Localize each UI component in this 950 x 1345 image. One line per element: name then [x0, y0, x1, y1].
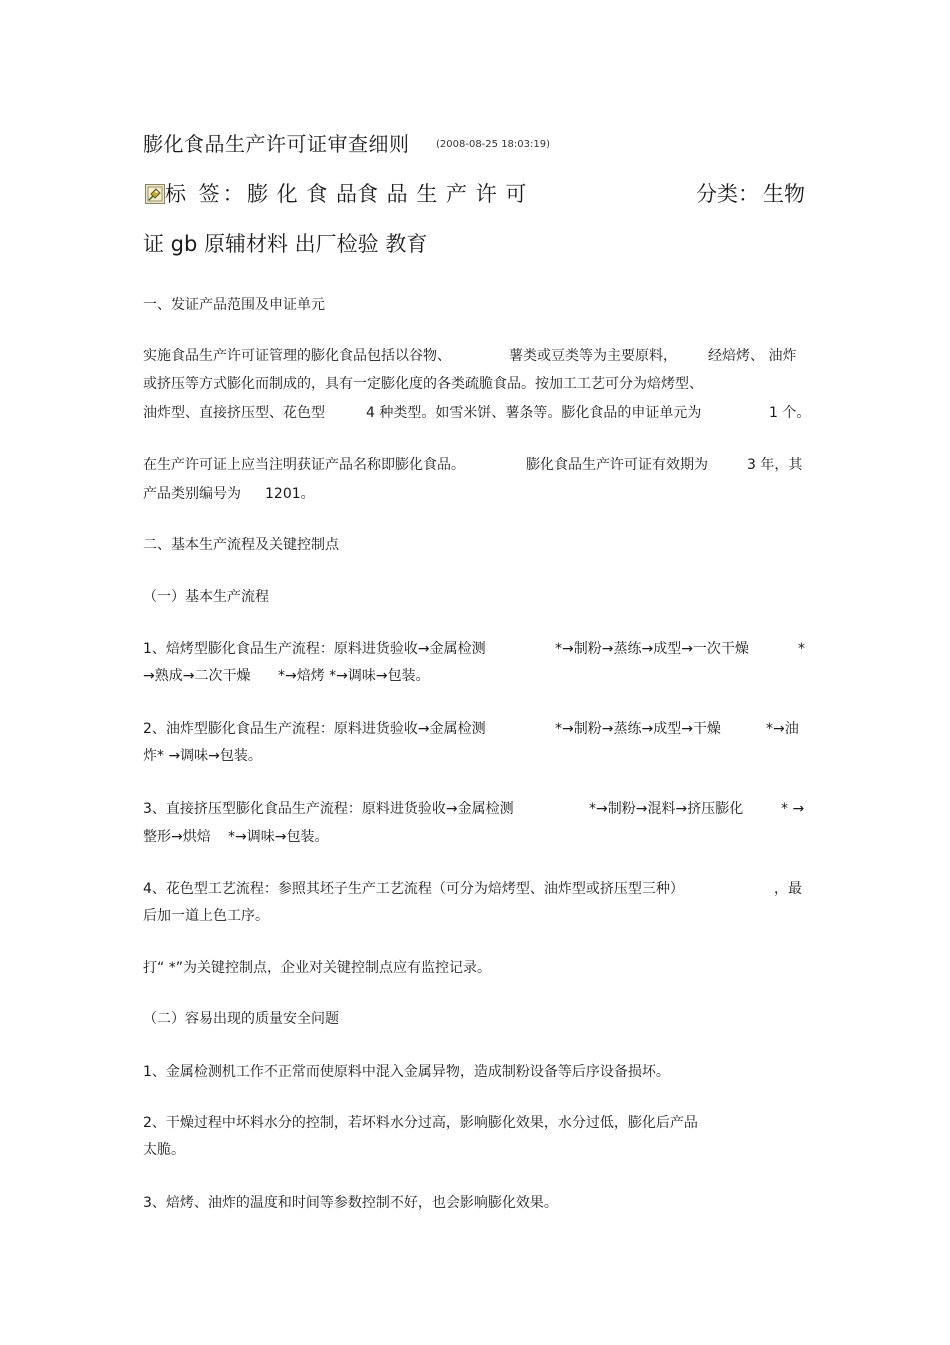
flow-4-c: 后加一道上色工序。: [143, 908, 269, 924]
s1-p4-a: 在生产许可证上应当注明获证产品名称即膨化食品。: [143, 457, 465, 473]
flow-3-b: *→制粉→混料→挤压膨化: [589, 801, 744, 817]
s1-p2: 或挤压等方式膨化而制成的，具有一定膨化度的各类疏脆食品。按加工工艺可分为焙烤型、: [143, 376, 703, 392]
s1-p3-a: 油炸型、直接挤压型、花色型: [143, 405, 325, 421]
s1-p5-a: 产品类别编号为: [143, 486, 241, 502]
key-control-note: 打“ *”为关键控制点，企业对关键控制点应有监控记录。: [143, 960, 491, 976]
s1-p4-b: 膨化食品生产许可证有效期为: [526, 457, 708, 473]
flow-2-c: *→油: [766, 721, 799, 737]
flow-3-d: 整形→烘焙: [143, 829, 211, 845]
tag-link-food-license[interactable]: 食 品 生 产 许 可: [357, 182, 528, 206]
flow-1-e: *→焙烤 *→调味→包装。: [278, 668, 430, 684]
flow-2-a: 2、油炸型膨化食品生产流程：原料进货验收→金属检测: [143, 721, 486, 737]
s1-p1-a: 实施食品生产许可证管理的膨化食品包括以谷物、: [143, 348, 451, 364]
tags-label: 标 签：: [165, 182, 247, 206]
timestamp: (2008-08-25 18:03:19): [436, 139, 551, 150]
quality-issue-2-b: 太脆。: [143, 1142, 185, 1158]
flow-4-a: 4、花色型工艺流程：参照其坯子生产工艺流程（可分为焙烤型、油炸型或挤压型三种）: [143, 881, 684, 897]
section-2-heading: 二、基本生产流程及关键控制点: [143, 537, 339, 553]
s1-p1-c: 经焙烤、 油炸: [708, 348, 797, 364]
s1-p5-b: 1201。: [265, 486, 315, 502]
tag-link-puffed-food[interactable]: 膨 化 食 品: [247, 182, 359, 206]
flow-1-b: *→制粉→蒸练→成型→一次干燥: [555, 641, 749, 657]
page-title: 膨化食品生产许可证审查细则: [143, 132, 410, 156]
flow-1-c: *: [798, 641, 805, 657]
category-label: 分类：: [696, 182, 759, 206]
subsection-flow-heading: （一）基本生产流程: [143, 589, 269, 605]
flow-4-b: ，最: [774, 881, 802, 897]
section-1-heading: 一、发证产品范围及申证单元: [143, 297, 325, 313]
tags-line-2[interactable]: 证 gb 原辅材料 出厂检验 教育: [143, 232, 428, 256]
flow-3-e: *→调味→包装。: [228, 829, 329, 845]
flow-2-d: 炸* →调味→包装。: [143, 748, 262, 764]
subsection-quality-heading: （二）容易出现的质量安全问题: [143, 1011, 339, 1027]
s1-p3-b: 4 种类型。如雪米饼、薯条等。膨化食品的申证单元为: [366, 405, 702, 421]
quality-issue-2-a: 2、干燥过程中坏料水分的控制，若坏料水分过高，影响膨化效果，水分过低，膨化后产品: [143, 1115, 698, 1131]
quality-issue-1: 1、金属检测机工作不正常而使原料中混入金属异物，造成制粉设备等后序设备损坏。: [143, 1064, 670, 1080]
quality-issue-3: 3、焙烤、油炸的温度和时间等参数控制不好，也会影响膨化效果。: [143, 1195, 558, 1211]
flow-1-d: →熟成→二次干燥: [143, 668, 251, 684]
flow-1-a: 1、焙烤型膨化食品生产流程：原料进货验收→金属检测: [143, 641, 486, 657]
s1-p1-b: 薯类或豆类等为主要原料，: [509, 348, 677, 364]
tag-icon: [145, 184, 165, 204]
s1-p4-c: 3 年，其: [747, 457, 803, 473]
flow-2-b: *→制粉→蒸练→成型→干燥: [555, 721, 721, 737]
tags-row: [145, 178, 247, 208]
flow-3-a: 3、直接挤压型膨化食品生产流程：原料进货验收→金属检测: [143, 801, 514, 817]
category-link[interactable]: 生物: [763, 182, 805, 206]
s1-p3-c: 1 个。: [769, 405, 811, 421]
flow-3-c: * →: [781, 801, 805, 817]
